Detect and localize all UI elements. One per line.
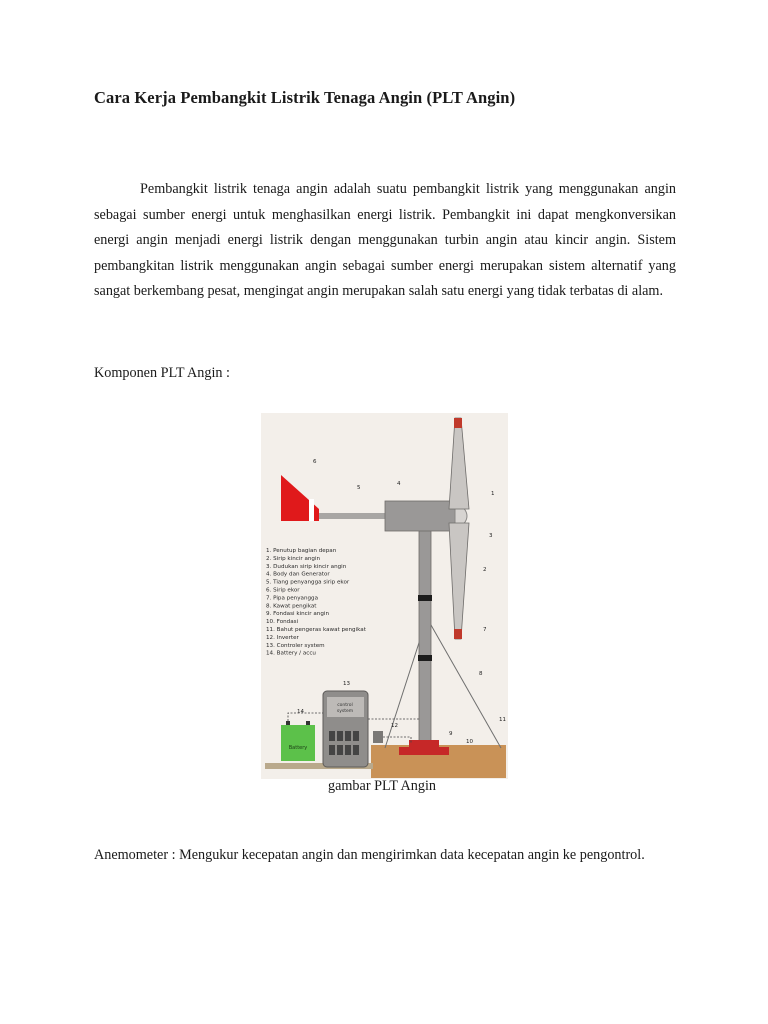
tail-fin-stripe [309, 499, 314, 521]
intro-paragraph: Pembangkit listrik tenaga angin adalah suatu pembangkit listrik yang menggunakan angin sebagai sumber energi untuk menghasilkan energi listrik. Pembangkit ini dapat mengkonversikan energi angin menjadi energi listrik dengan menggunakan turbin angin atau kincir angin. Sistem pembangkitan listrik menggunakan angin sebagai sumber energi merupakan sistem alternatif yang sangat berkembang pesat, mengingat angin merupakan salah satu energi yang tidak terbatas di alam. [94, 181, 676, 300]
pole-base-top [409, 740, 439, 748]
legend-item: 13. Controler system [266, 642, 325, 649]
callout-number: 10 [466, 739, 473, 745]
blade-tip-bottom [454, 629, 462, 639]
figure-caption: gambar PLT Angin [328, 778, 436, 794]
battery-terminal-left [286, 721, 290, 725]
pole-joint-1 [418, 595, 432, 601]
blade-tip-top [454, 418, 462, 428]
legend-item: 1. Penutup bagian depan [266, 548, 337, 554]
callout-number: 11 [499, 717, 506, 723]
callout-number: 8 [479, 671, 483, 677]
legend-item: 3. Dudukan sirip kincir angin [266, 563, 347, 570]
legend-item: 12. Inverter [266, 634, 299, 641]
wind-turbine-diagram [261, 413, 508, 779]
generator-body [385, 501, 455, 531]
tower-pole [419, 519, 431, 747]
controller-label-top: control [337, 703, 353, 708]
legend-item: 2. Sirip kincir angin [266, 555, 321, 562]
callout-number: 14 [297, 709, 304, 715]
legend-item: 10. Fondasi [266, 619, 299, 626]
legend-item: 8. Kawat pengikat [266, 603, 317, 610]
callout-number: 4 [397, 481, 401, 487]
callout-number: 5 [357, 485, 361, 491]
pole-joint-2 [418, 655, 432, 661]
inverter-box [373, 731, 383, 743]
legend-item: 5. Tiang penyangga sirip ekor [266, 579, 350, 586]
callout-number: 13 [343, 681, 350, 687]
legend-item: 11. Bahut pengeras kawat pengikat [266, 627, 366, 633]
legend-item: 4. Body dan Generator [266, 571, 330, 578]
tail-boom [319, 513, 387, 519]
battery-label: Battery [288, 745, 308, 751]
callout-number: 12 [391, 723, 398, 729]
legend-item: 9. Fondasi kincir angin [266, 611, 329, 618]
legend-item: 6. Sirip ekor [266, 587, 300, 594]
callout-number: 7 [483, 627, 487, 633]
legend-item: 14. Battery / accu [266, 650, 316, 657]
callout-number: 9 [449, 731, 453, 737]
callout-number: 3 [489, 533, 493, 539]
document-title: Cara Kerja Pembangkit Listrik Tenaga Angin (PLT Angin) [94, 88, 516, 107]
callout-number: 1 [491, 491, 495, 497]
wind-turbine-figure [261, 413, 508, 779]
anemometer-paragraph: Anemometer : Mengukur kecepatan angin dan mengirimkan data kecepatan angin ke pengontrol. [94, 847, 645, 863]
pole-base [399, 747, 449, 755]
components-label: Komponen PLT Angin : [94, 365, 230, 381]
controller-label-bottom: system [336, 709, 354, 714]
callout-number: 6 [313, 459, 317, 465]
legend-item: 7. Pipa penyangga [266, 595, 319, 602]
battery-terminal-right [306, 721, 310, 725]
callout-number: 2 [483, 567, 487, 573]
battery [281, 725, 315, 761]
